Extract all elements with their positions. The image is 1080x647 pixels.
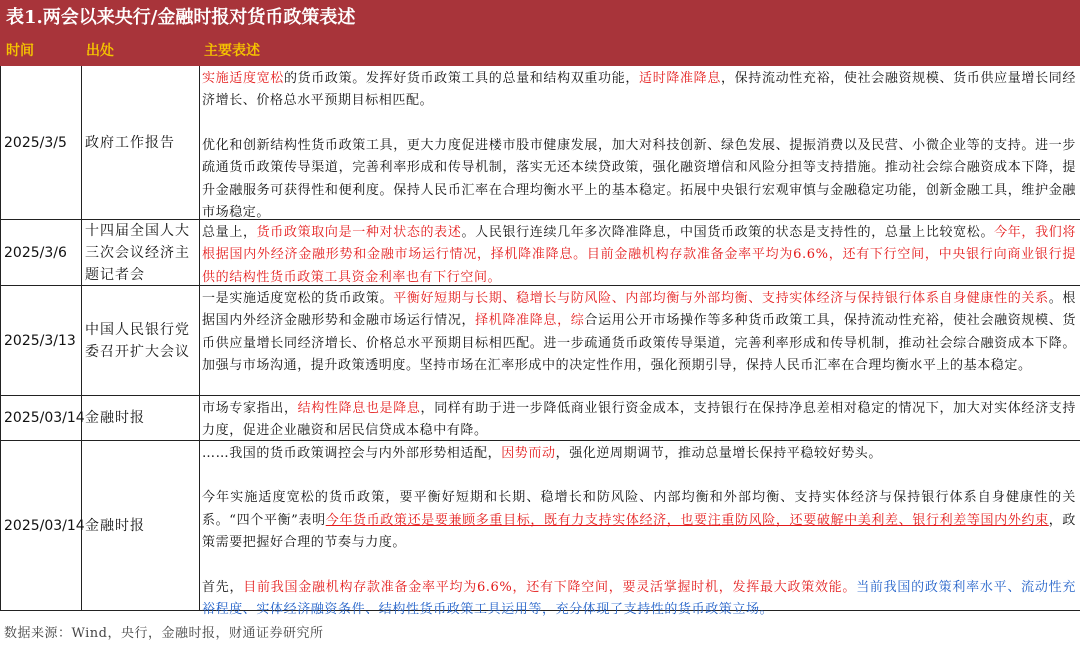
text-run: 的货币政策。发挥好货币政策工具的总量和结构双重功能， bbox=[283, 71, 640, 86]
text-run: ……我国的货币政策调控会与内外部形势相适配， bbox=[202, 446, 502, 461]
row-text bbox=[200, 66, 1080, 219]
text-run: 因势而动 bbox=[501, 446, 556, 461]
text-run: 今年，我们将根据国内外经济金融形势和金融市场运行情况，择机降准降息。目前金融机构存款准备金率平均为6.6%，还有下行空间，中央银行向商业银行提供的结构性货币政策工具资金利率也有下行空间。 bbox=[202, 225, 1076, 285]
text-run: 货币政策取向是一种对状态的表述 bbox=[256, 225, 462, 240]
text-run: 总量上， bbox=[202, 225, 257, 240]
row-date: 2025/3/5 bbox=[0, 66, 82, 219]
row-source: 中国人民银行党委召开扩大会议 bbox=[82, 286, 200, 395]
text-run: 平衡好短期与长期、稳增长与防风险、内部均衡与外部均衡、支持实体经济与保持银行体系自身健康性的关系 bbox=[393, 291, 1049, 306]
table-header bbox=[0, 36, 1080, 66]
row-text bbox=[200, 441, 1080, 618]
text-run: 。根据国内外经济金融形势和金融市场运行情况， bbox=[202, 291, 1076, 329]
header-date: 时间 bbox=[6, 43, 34, 59]
text-run: 一是实施适度宽松的货币政策。 bbox=[202, 291, 394, 306]
row-paragraph bbox=[202, 288, 1076, 378]
row-paragraph: 优化和创新结构性货币政策工具，更大力度促进楼市股市健康发展，加大对科技创新、绿色发展、提振消费以及民营、小微企业等的支持。进一步疏通货币政策传导渠道，完善利率形成和传导机制，落实无还本续贷政策，强化融资增信和风险分担等支持措施。推动社会综合融资成本下降，提升金融服务可获得性和便利度。保持人民币汇率在合理均衡水平上的基本稳定。拓展中央银行宏观审慎与金融稳定功能，创新金融工具，维护金融市场稳定。 bbox=[202, 137, 1076, 221]
table-row bbox=[0, 66, 1080, 220]
text-run: 择机降准降息，综 bbox=[475, 313, 585, 329]
text-run: 。人民银行连续几年多次降准降息，中国货币政策的状态是支持性的，总量上比较宽松。 bbox=[461, 225, 995, 240]
row-date: 2025/03/14 bbox=[0, 441, 82, 610]
row-date: 2025/3/13 bbox=[0, 286, 82, 395]
text-run: ，保持流动性充裕，使社会融资规模、货币供应量增长同经济增长、价格总水平预期目标相匹配。 bbox=[202, 71, 1076, 109]
table-row bbox=[0, 396, 1080, 441]
text-run: ，同样有助于进一步降低商业银行资金成本，支持银行在保持净息差相对稳定的情况下，加大对实体经济支持力度，促进企业融资和居民信贷成本稳中有降。 bbox=[202, 401, 1077, 439]
row-text bbox=[200, 220, 1080, 285]
table-title: 表1.两会以来央行/金融时报对货币政策表述 bbox=[0, 0, 1080, 36]
text-run: ，强化逆周期调节，推动总量增长保持平稳较好势头。 bbox=[555, 446, 883, 461]
row-source: 金融时报 bbox=[82, 441, 200, 610]
row-paragraph bbox=[202, 577, 1076, 622]
table-row bbox=[0, 220, 1080, 286]
row-paragraph bbox=[202, 68, 1076, 113]
text-run: 今年实施适度宽松的货币政策，要平衡好短期和长期、稳增长和防风险、内部均衡和外部均衡、支持实体经济与保持银行体系自身健康性的关系。“四个平衡”表明 bbox=[202, 490, 1076, 528]
row-paragraph bbox=[202, 487, 1076, 554]
text-run: 今年货币政策还是要兼顾多重目标，既有力支持实体经济，也要注重防风险，还要破解中美利差、银行利差等国内外约束 bbox=[325, 512, 1049, 528]
text-run: 当前我国的政策利率水平、流动性充裕程度、实体经济融资条件、结构性货币政策工具运用等，充分体现了支持性的货币政策立场。 bbox=[202, 579, 1076, 618]
text-run: 市场专家指出， bbox=[202, 401, 298, 416]
row-paragraph bbox=[202, 398, 1076, 443]
table-row bbox=[0, 441, 1080, 618]
row-text bbox=[200, 286, 1080, 395]
header-text: 主要表述 bbox=[204, 43, 260, 59]
text-run: 实施适度宽松 bbox=[202, 71, 284, 86]
row-date: 2025/3/6 bbox=[0, 220, 82, 285]
text-run: 首先， bbox=[202, 579, 244, 595]
text-run: 目前我国金融机构存款准备金率平均为6.6%，还有下降空间，要灵活掌握时机，发挥最大政策效能。 bbox=[243, 579, 857, 595]
row-paragraph bbox=[202, 222, 1076, 289]
header-source: 出处 bbox=[86, 43, 114, 59]
source-note: 数据来源：Wind，央行，金融时报，财通证券研究所 bbox=[4, 626, 324, 641]
row-text bbox=[200, 396, 1080, 440]
text-run: 结构性降息也是降息 bbox=[297, 401, 421, 416]
row-date: 2025/03/14 bbox=[0, 396, 82, 440]
text-run: 适时降准降息 bbox=[639, 71, 721, 86]
text-run: 合运用公开市场操作等多种货币政策工具，保持流动性充裕，使社会融资规模、货币供应量增长同经济增长、价格总水平预期目标相匹配。进一步疏通货币政策传导渠道，完善利率形成和传导机制，推动社会综合融资成本下降。加强与市场沟通，提升政策透明度。坚持市场在汇率形成中的决定性作用，强化预期引导，保持人民币汇率在合理均衡水平上的基本稳定。 bbox=[202, 313, 1076, 374]
table-row bbox=[0, 286, 1080, 396]
text-run: ，政策需要把握好合理的节奏与力度。 bbox=[202, 512, 1076, 551]
row-source: 金融时报 bbox=[82, 396, 200, 440]
row-source: 十四届全国人大三次会议经济主题记者会 bbox=[82, 220, 200, 285]
row-paragraph bbox=[202, 443, 1076, 465]
row-source: 政府工作报告 bbox=[82, 66, 200, 219]
